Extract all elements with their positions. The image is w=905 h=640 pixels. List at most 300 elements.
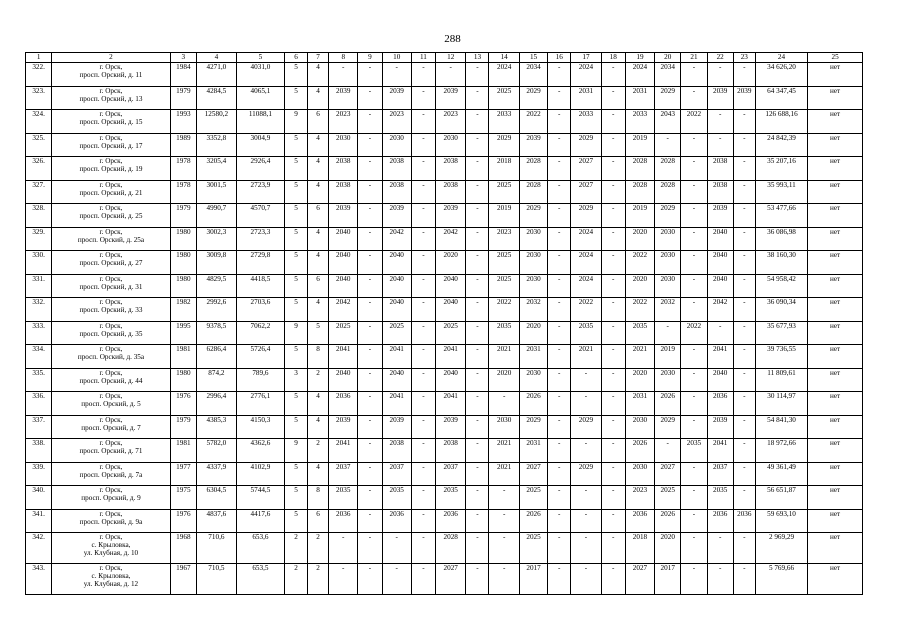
cell-col-16: - bbox=[548, 157, 571, 181]
column-header-11: 11 bbox=[411, 53, 435, 63]
cell-col-5: 4150,3 bbox=[236, 415, 284, 439]
cell-col-20: 2028 bbox=[655, 157, 681, 181]
cell-col-14: 2021 bbox=[489, 345, 519, 369]
cell-col-8: 2039 bbox=[329, 415, 358, 439]
cell-col-21: - bbox=[681, 486, 707, 510]
cell-col-17: 2029 bbox=[571, 204, 601, 228]
cell-col-23: 2039 bbox=[733, 86, 755, 110]
cell-col-15: 2031 bbox=[519, 439, 547, 463]
cell-col-5: 4418,5 bbox=[236, 274, 284, 298]
cell-col-18: - bbox=[601, 486, 625, 510]
row-number: 323. bbox=[26, 86, 52, 110]
address-line: просп. Орский, д. 19 bbox=[79, 165, 143, 173]
cell-col-24: 5 769,66 bbox=[755, 564, 807, 595]
cell-col-16: - bbox=[548, 345, 571, 369]
cell-col-11: - bbox=[411, 274, 435, 298]
cell-col-5: 653,6 bbox=[236, 533, 284, 564]
cell-col-9: - bbox=[358, 204, 382, 228]
cell-col-4: 3205,4 bbox=[196, 157, 236, 181]
cell-col-6: 9 bbox=[285, 439, 308, 463]
cell-col-20: 2043 bbox=[655, 110, 681, 134]
address-line: просп. Орский, д. 33 bbox=[79, 306, 143, 314]
address-cell bbox=[52, 110, 171, 134]
address-line: просп. Орский, д. 35а bbox=[77, 353, 145, 361]
cell-col-25: нет bbox=[808, 227, 863, 251]
address-line: просп. Орский, д. 31 bbox=[79, 282, 143, 291]
cell-col-23: - bbox=[733, 227, 755, 251]
cell-col-12: 2020 bbox=[436, 251, 466, 275]
cell-col-13: - bbox=[466, 157, 489, 181]
cell-col-16: - bbox=[548, 415, 571, 439]
cell-col-4: 12580,2 bbox=[196, 110, 236, 134]
cell-col-19: 2031 bbox=[625, 86, 654, 110]
cell-col-12: 2040 bbox=[436, 298, 466, 322]
cell-col-4: 4271,0 bbox=[196, 63, 236, 87]
cell-col-5: 2703,6 bbox=[236, 298, 284, 322]
cell-col-20: 2032 bbox=[655, 298, 681, 322]
column-header-24: 24 bbox=[755, 53, 807, 63]
cell-col-10: 2040 bbox=[382, 274, 411, 298]
cell-col-15: 2020 bbox=[519, 321, 547, 345]
cell-col-19: 2020 bbox=[625, 368, 654, 392]
cell-col-22: - bbox=[707, 110, 733, 134]
row-number: 329. bbox=[26, 227, 52, 251]
cell-col-7: 8 bbox=[308, 345, 329, 369]
cell-col-10: 2040 bbox=[382, 298, 411, 322]
cell-col-20: - bbox=[655, 321, 681, 345]
cell-col-16: - bbox=[548, 204, 571, 228]
cell-col-4: 9378,5 bbox=[196, 321, 236, 345]
cell-col-8: 2025 bbox=[329, 321, 358, 345]
cell-col-21: 2035 bbox=[681, 439, 707, 463]
cell-col-9: - bbox=[358, 509, 382, 533]
address-line: просп. Орский, д. 25а bbox=[77, 235, 145, 244]
cell-col-5: 2729,8 bbox=[236, 251, 284, 275]
cell-col-11: - bbox=[411, 86, 435, 110]
cell-col-17: 2029 bbox=[571, 415, 601, 439]
cell-col-5: 2723,9 bbox=[236, 180, 284, 204]
cell-col-20: - bbox=[655, 439, 681, 463]
cell-col-23: - bbox=[733, 462, 755, 486]
cell-col-15: 2017 bbox=[519, 564, 547, 595]
cell-col-11: - bbox=[411, 345, 435, 369]
cell-col-4: 2992,6 bbox=[196, 298, 236, 322]
cell-col-4: 4385,3 bbox=[196, 415, 236, 439]
cell-col-13: - bbox=[466, 86, 489, 110]
column-header-10: 10 bbox=[382, 53, 411, 63]
cell-col-10: 2030 bbox=[382, 133, 411, 157]
column-number-header bbox=[26, 53, 863, 63]
cell-col-21: - bbox=[681, 86, 707, 110]
cell-col-13: - bbox=[466, 564, 489, 595]
address-cell bbox=[52, 86, 171, 110]
cell-col-21: - bbox=[681, 63, 707, 87]
cell-col-12: 2027 bbox=[436, 564, 466, 595]
column-header-6: 6 bbox=[285, 53, 308, 63]
cell-col-5: 2776,1 bbox=[236, 392, 284, 416]
cell-col-9: - bbox=[358, 439, 382, 463]
table-row bbox=[26, 157, 863, 181]
cell-col-14: 2025 bbox=[489, 251, 519, 275]
cell-col-25: нет bbox=[808, 415, 863, 439]
table-body bbox=[26, 63, 863, 595]
cell-col-9: - bbox=[358, 251, 382, 275]
cell-col-11: - bbox=[411, 180, 435, 204]
cell-col-22: 2040 bbox=[707, 227, 733, 251]
cell-col-16: - bbox=[548, 298, 571, 322]
cell-col-23: - bbox=[733, 63, 755, 87]
cell-col-15: 2025 bbox=[519, 533, 547, 564]
cell-col-5: 4570,7 bbox=[236, 204, 284, 228]
cell-col-16: - bbox=[548, 462, 571, 486]
cell-col-10: 2035 bbox=[382, 486, 411, 510]
cell-col-13: - bbox=[466, 227, 489, 251]
cell-col-22: - bbox=[707, 63, 733, 87]
address-line: просп. Орский, д. 7 bbox=[81, 423, 141, 432]
address-line: просп. Орский, д. 15 bbox=[79, 118, 143, 126]
cell-col-8: 2037 bbox=[329, 462, 358, 486]
row-number: 339. bbox=[26, 462, 52, 486]
cell-col-10: 2039 bbox=[382, 86, 411, 110]
header-row bbox=[26, 53, 863, 63]
cell-col-17: 2027 bbox=[571, 157, 601, 181]
cell-col-14: 2025 bbox=[489, 86, 519, 110]
address-cell bbox=[52, 227, 171, 251]
address-cell bbox=[52, 274, 171, 298]
row-number: 335. bbox=[26, 368, 52, 392]
cell-col-10: 2038 bbox=[382, 180, 411, 204]
cell-col-20: 2030 bbox=[655, 227, 681, 251]
address-line: г. Орск, bbox=[99, 486, 123, 494]
column-header-17: 17 bbox=[571, 53, 601, 63]
cell-col-13: - bbox=[466, 415, 489, 439]
cell-col-10: - bbox=[382, 63, 411, 87]
cell-col-11: - bbox=[411, 564, 435, 595]
cell-col-8: 2038 bbox=[329, 157, 358, 181]
cell-col-22: 2039 bbox=[707, 204, 733, 228]
column-header-5: 5 bbox=[236, 53, 284, 63]
cell-col-18: - bbox=[601, 133, 625, 157]
cell-col-19: 2026 bbox=[625, 439, 654, 463]
column-header-7: 7 bbox=[308, 53, 329, 63]
cell-col-18: - bbox=[601, 157, 625, 181]
cell-col-8: 2042 bbox=[329, 298, 358, 322]
cell-col-3: 1975 bbox=[170, 486, 196, 510]
housing-repair-table bbox=[25, 52, 863, 595]
cell-col-17: - bbox=[571, 509, 601, 533]
address-line: г. Орск, bbox=[99, 110, 123, 118]
cell-col-16: - bbox=[548, 509, 571, 533]
cell-col-16: - bbox=[548, 227, 571, 251]
cell-col-25: нет bbox=[808, 110, 863, 134]
cell-col-22: 2035 bbox=[707, 486, 733, 510]
cell-col-9: - bbox=[358, 180, 382, 204]
cell-col-24: 39 736,55 bbox=[755, 345, 807, 369]
cell-col-7: 2 bbox=[308, 564, 329, 595]
cell-col-24: 64 347,45 bbox=[755, 86, 807, 110]
cell-col-20: 2029 bbox=[655, 204, 681, 228]
address-line: ул. Клубная, д. 12 bbox=[83, 580, 139, 588]
cell-col-17: 2031 bbox=[571, 86, 601, 110]
address-line: г. Орск, bbox=[99, 415, 123, 424]
cell-col-4: 3009,8 bbox=[196, 251, 236, 275]
cell-col-15: 2030 bbox=[519, 227, 547, 251]
row-number: 342. bbox=[26, 533, 52, 564]
cell-col-8: 2041 bbox=[329, 439, 358, 463]
address-line: просп. Орский, д. 17 bbox=[79, 141, 143, 150]
address-cell bbox=[52, 462, 171, 486]
cell-col-21: - bbox=[681, 533, 707, 564]
column-header-23: 23 bbox=[733, 53, 755, 63]
address-line: г. Орск, bbox=[99, 392, 123, 400]
row-number: 333. bbox=[26, 321, 52, 345]
column-header-9: 9 bbox=[358, 53, 382, 63]
cell-col-17: 2024 bbox=[571, 274, 601, 298]
cell-col-6: 5 bbox=[285, 274, 308, 298]
address-line: г. Орск, bbox=[99, 321, 123, 330]
cell-col-24: 53 477,66 bbox=[755, 204, 807, 228]
cell-col-18: - bbox=[601, 86, 625, 110]
cell-col-25: нет bbox=[808, 564, 863, 595]
cell-col-13: - bbox=[466, 110, 489, 134]
cell-col-10: 2038 bbox=[382, 157, 411, 181]
cell-col-6: 3 bbox=[285, 368, 308, 392]
cell-col-6: 5 bbox=[285, 509, 308, 533]
table-row bbox=[26, 204, 863, 228]
cell-col-9: - bbox=[358, 368, 382, 392]
cell-col-10: 2040 bbox=[382, 251, 411, 275]
address-cell bbox=[52, 180, 171, 204]
cell-col-22: 2036 bbox=[707, 392, 733, 416]
cell-col-9: - bbox=[358, 462, 382, 486]
cell-col-18: - bbox=[601, 110, 625, 134]
cell-col-3: 1989 bbox=[170, 133, 196, 157]
cell-col-4: 2996,4 bbox=[196, 392, 236, 416]
cell-col-4: 3002,3 bbox=[196, 227, 236, 251]
cell-col-14: 2018 bbox=[489, 157, 519, 181]
address-cell bbox=[52, 439, 171, 463]
cell-col-12: - bbox=[436, 63, 466, 87]
cell-col-21: - bbox=[681, 180, 707, 204]
address-cell bbox=[52, 63, 171, 87]
cell-col-19: 2020 bbox=[625, 274, 654, 298]
address-line: г. Орск, bbox=[99, 368, 123, 377]
address-line: г. Орск, bbox=[99, 157, 123, 165]
address-line: г. Орск, bbox=[99, 533, 123, 541]
cell-col-14: 2030 bbox=[489, 415, 519, 439]
cell-col-5: 4417,6 bbox=[236, 509, 284, 533]
cell-col-3: 1978 bbox=[170, 180, 196, 204]
cell-col-8: 2039 bbox=[329, 204, 358, 228]
address-cell bbox=[52, 204, 171, 228]
cell-col-3: 1993 bbox=[170, 110, 196, 134]
cell-col-3: 1976 bbox=[170, 509, 196, 533]
cell-col-17: 2022 bbox=[571, 298, 601, 322]
cell-col-12: 2042 bbox=[436, 227, 466, 251]
cell-col-4: 4837,6 bbox=[196, 509, 236, 533]
cell-col-6: 5 bbox=[285, 157, 308, 181]
cell-col-3: 1980 bbox=[170, 227, 196, 251]
cell-col-9: - bbox=[358, 157, 382, 181]
table-row bbox=[26, 368, 863, 392]
table-row bbox=[26, 345, 863, 369]
cell-col-5: 7062,2 bbox=[236, 321, 284, 345]
cell-col-7: 4 bbox=[308, 298, 329, 322]
cell-col-6: 5 bbox=[285, 63, 308, 87]
row-number: 325. bbox=[26, 133, 52, 157]
cell-col-25: нет bbox=[808, 157, 863, 181]
cell-col-15: 2030 bbox=[519, 274, 547, 298]
cell-col-25: нет bbox=[808, 133, 863, 157]
cell-col-19: 2019 bbox=[625, 204, 654, 228]
cell-col-22: 2036 bbox=[707, 509, 733, 533]
cell-col-22: 2039 bbox=[707, 86, 733, 110]
cell-col-8: 2035 bbox=[329, 486, 358, 510]
cell-col-4: 6304,5 bbox=[196, 486, 236, 510]
cell-col-9: - bbox=[358, 392, 382, 416]
address-line: г. Орск, bbox=[99, 274, 123, 283]
address-line: г. Орск, bbox=[99, 180, 123, 189]
cell-col-13: - bbox=[466, 486, 489, 510]
cell-col-16: - bbox=[548, 63, 571, 87]
cell-col-21: - bbox=[681, 564, 707, 595]
cell-col-20: 2029 bbox=[655, 415, 681, 439]
cell-col-15: 2030 bbox=[519, 368, 547, 392]
cell-col-10: 2039 bbox=[382, 415, 411, 439]
cell-col-7: 4 bbox=[308, 251, 329, 275]
cell-col-9: - bbox=[358, 133, 382, 157]
cell-col-13: - bbox=[466, 345, 489, 369]
cell-col-17: - bbox=[571, 439, 601, 463]
cell-col-8: - bbox=[329, 63, 358, 87]
cell-col-4: 4337,9 bbox=[196, 462, 236, 486]
cell-col-18: - bbox=[601, 274, 625, 298]
address-line: просп. Орский, д. 13 bbox=[79, 94, 143, 103]
cell-col-4: 4284,5 bbox=[196, 86, 236, 110]
cell-col-21: - bbox=[681, 462, 707, 486]
cell-col-25: нет bbox=[808, 204, 863, 228]
cell-col-6: 5 bbox=[285, 204, 308, 228]
cell-col-8: 2038 bbox=[329, 180, 358, 204]
cell-col-16: - bbox=[548, 533, 571, 564]
column-header-16: 16 bbox=[548, 53, 571, 63]
cell-col-19: 2028 bbox=[625, 180, 654, 204]
cell-col-19: 2020 bbox=[625, 227, 654, 251]
cell-col-15: 2039 bbox=[519, 133, 547, 157]
cell-col-23: - bbox=[733, 392, 755, 416]
cell-col-17: 2027 bbox=[571, 180, 601, 204]
cell-col-24: 59 693,10 bbox=[755, 509, 807, 533]
cell-col-12: 2030 bbox=[436, 133, 466, 157]
cell-col-3: 1979 bbox=[170, 86, 196, 110]
cell-col-6: 5 bbox=[285, 133, 308, 157]
cell-col-23: - bbox=[733, 345, 755, 369]
cell-col-8: 2040 bbox=[329, 227, 358, 251]
address-cell bbox=[52, 564, 171, 595]
cell-col-21: - bbox=[681, 415, 707, 439]
address-line: г. Орск, bbox=[99, 133, 123, 142]
cell-col-10: - bbox=[382, 533, 411, 564]
cell-col-14: 2025 bbox=[489, 274, 519, 298]
cell-col-11: - bbox=[411, 133, 435, 157]
cell-col-21: 2022 bbox=[681, 321, 707, 345]
cell-col-4: 4990,7 bbox=[196, 204, 236, 228]
table-row bbox=[26, 180, 863, 204]
cell-col-12: 2039 bbox=[436, 204, 466, 228]
cell-col-17: 2029 bbox=[571, 133, 601, 157]
table-row bbox=[26, 486, 863, 510]
cell-col-20: 2017 bbox=[655, 564, 681, 595]
cell-col-4: 710,5 bbox=[196, 564, 236, 595]
cell-col-6: 2 bbox=[285, 533, 308, 564]
cell-col-8: 2030 bbox=[329, 133, 358, 157]
cell-col-15: 2030 bbox=[519, 251, 547, 275]
cell-col-23: - bbox=[733, 368, 755, 392]
cell-col-14: - bbox=[489, 392, 519, 416]
cell-col-3: 1977 bbox=[170, 462, 196, 486]
cell-col-7: 2 bbox=[308, 368, 329, 392]
cell-col-7: 6 bbox=[308, 509, 329, 533]
cell-col-11: - bbox=[411, 509, 435, 533]
cell-col-12: 2036 bbox=[436, 509, 466, 533]
cell-col-17: - bbox=[571, 392, 601, 416]
address-line: г. Орск, bbox=[99, 63, 123, 71]
cell-col-15: 2032 bbox=[519, 298, 547, 322]
cell-col-22: 2037 bbox=[707, 462, 733, 486]
cell-col-7: 2 bbox=[308, 533, 329, 564]
address-line: просп. Орский, д. 5 bbox=[81, 400, 141, 408]
cell-col-22: 2041 bbox=[707, 345, 733, 369]
row-number: 334. bbox=[26, 345, 52, 369]
cell-col-18: - bbox=[601, 321, 625, 345]
cell-col-8: 2040 bbox=[329, 368, 358, 392]
row-number: 331. bbox=[26, 274, 52, 298]
column-header-20: 20 bbox=[655, 53, 681, 63]
cell-col-25: нет bbox=[808, 509, 863, 533]
cell-col-3: 1981 bbox=[170, 345, 196, 369]
cell-col-10: 2042 bbox=[382, 227, 411, 251]
column-header-19: 19 bbox=[625, 53, 654, 63]
cell-col-17: - bbox=[571, 533, 601, 564]
address-line: просп. Орский, д. 21 bbox=[79, 188, 143, 197]
cell-col-22: 2038 bbox=[707, 157, 733, 181]
cell-col-20: 2029 bbox=[655, 86, 681, 110]
cell-col-25: нет bbox=[808, 462, 863, 486]
row-number: 330. bbox=[26, 251, 52, 275]
cell-col-16: - bbox=[548, 274, 571, 298]
address-line: г. Орск, bbox=[99, 86, 123, 95]
cell-col-15: 2029 bbox=[519, 204, 547, 228]
row-number: 337. bbox=[26, 415, 52, 439]
cell-col-17: 2035 bbox=[571, 321, 601, 345]
cell-col-7: 4 bbox=[308, 227, 329, 251]
cell-col-5: 4031,0 bbox=[236, 63, 284, 87]
cell-col-25: нет bbox=[808, 486, 863, 510]
address-line: ул. Клубная, д. 10 bbox=[83, 549, 139, 557]
cell-col-14: 2019 bbox=[489, 204, 519, 228]
cell-col-20: 2030 bbox=[655, 274, 681, 298]
cell-col-13: - bbox=[466, 204, 489, 228]
address-line: г. Орск, bbox=[99, 462, 123, 471]
cell-col-16: - bbox=[548, 321, 571, 345]
cell-col-22: 2040 bbox=[707, 274, 733, 298]
cell-col-18: - bbox=[601, 564, 625, 595]
cell-col-15: 2028 bbox=[519, 157, 547, 181]
address-line: г. Орск, bbox=[99, 227, 123, 236]
cell-col-12: 2025 bbox=[436, 321, 466, 345]
cell-col-16: - bbox=[548, 180, 571, 204]
column-header-14: 14 bbox=[489, 53, 519, 63]
